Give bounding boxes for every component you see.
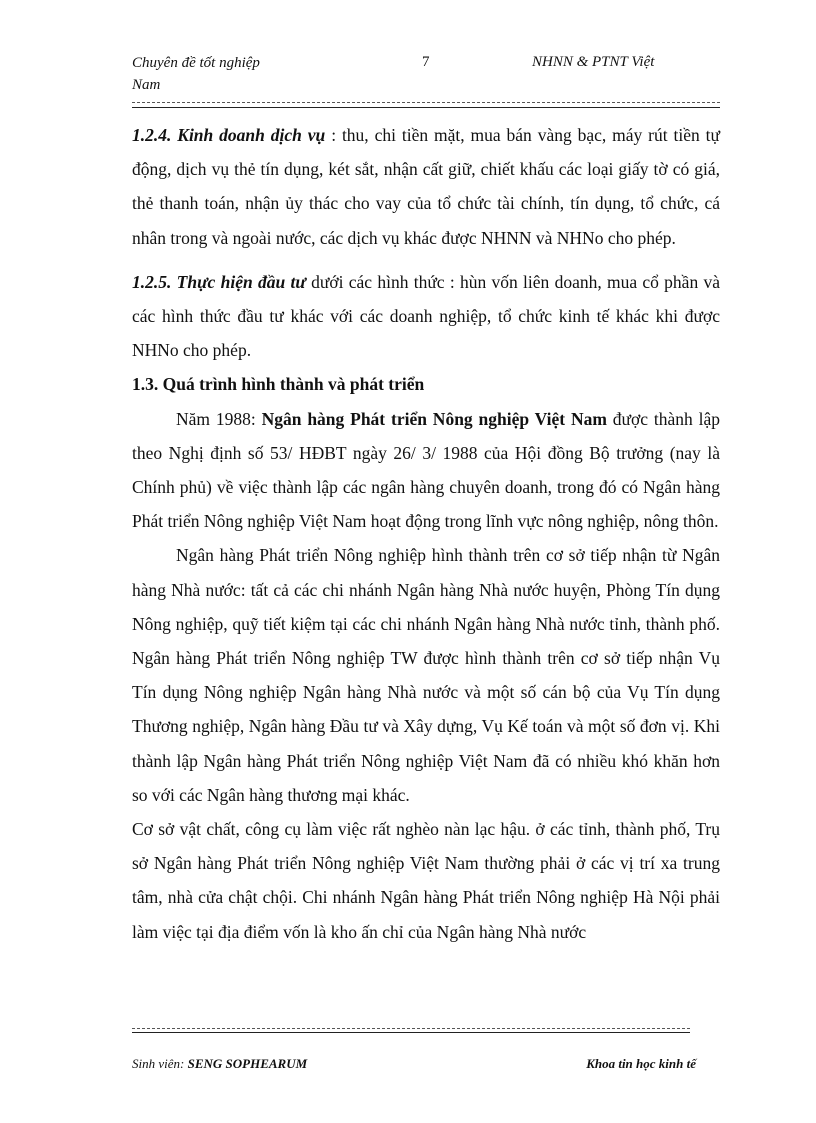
section-1-2-4-title: 1.2.4. Kinh doanh dịch vụ: [132, 125, 326, 145]
header-doc-title-line2: Nam: [132, 77, 161, 93]
document-body: [132, 118, 720, 949]
section-1-2-5-text: dưới các hình thức : hùn vốn liên doanh, mua cổ phần và các hình thức đầu tư khác với các doanh nghiệp, tổ chức kinh tế khác khi được NHNo cho phép.: [132, 271, 720, 361]
header-rule-dashed: [132, 102, 720, 103]
header-doc-title-line1: Chuyên đề tốt nghiệp: [132, 55, 260, 71]
header-bank-name: NHNN & PTNT Việt: [532, 54, 655, 70]
footer-faculty: Khoa tin học kinh tế: [586, 1056, 696, 1071]
footer-student-name: SENG SOPHEARUM: [187, 1056, 308, 1071]
section-1-2-4-text: : thu, chi tiền mặt, mua bán vàng bạc, máy rút tiền tự động, dịch vụ thẻ tín dụng, két sắt, nhận cất giữ, chiết khấu các loại giấy tờ có giá, thẻ thanh toán, nhận ủy thác cho vay của tổ chức tài chính, tín dụng, tổ chức, cá nhân trong và ngoài nước, các dịch vụ khác được NHNN và NHNo cho phép.: [132, 125, 721, 248]
page-number: 7: [422, 54, 430, 70]
paragraph-formation: Ngân hàng Phát triển Nông nghiệp hình thành trên cơ sở tiếp nhận từ Ngân hàng Nhà nước: tất cả các chi nhánh Ngân hàng Nhà nước huyện, Phòng Tín dụng Nông nghiệp, quỹ tiết kiệm tại các chi nhánh Ngân hàng Nhà nước tỉnh, thành phố. Ngân hàng Phát triển Nông nghiệp TW được hình thành trên cơ sở tiếp nhận Vụ Tín dụng Nông nghiệp Ngân hàng Nhà nước và một số cán bộ của Vụ Tín dụng Thương nghiệp, Ngân hàng Đầu tư và Xây dựng, Vụ Kế toán và một số đơn vị. Khi thành lập Ngân hàng Phát triển Nông nghiệp Việt Nam đã có nhiều khó khăn hơn so với các Ngân hàng thương mại khác.: [132, 545, 720, 805]
section-1-2-5: [132, 265, 720, 368]
paragraph-facilities: Cơ sở vật chất, công cụ làm việc rất nghèo nàn lạc hậu. ở các tỉnh, thành phố, Trụ sở Ngân hàng Phát triển Nông nghiệp Việt Nam thường phải ở các vị trí xa trung tâm, nhà cửa chật chội. Chi nhánh Ngân hàng Phát triển Nông nghiệp Hà Nội phải làm việc tại địa điểm vốn là kho ấn chỉ của Ngân hàng Nhà nước: [132, 819, 720, 942]
footer-student: [132, 1056, 307, 1072]
footer-rule-dashed: [132, 1028, 690, 1029]
footer-rule-solid: [132, 1032, 690, 1033]
section-1-2-4: [132, 118, 720, 255]
paragraph-1988-lead: Năm 1988:: [176, 408, 262, 429]
header-rule-solid: [132, 107, 720, 108]
section-1-2-5-title: 1.2.5. Thực hiện đầu tư: [132, 271, 306, 292]
paragraph-1988-text: được thành lập theo Nghị định số 53/ HĐBT ngày 26/ 3/ 1988 của Hội đồng Bộ trưởng (nay là Chính phủ) về việc thành lập các ngân hàng chuyên doanh, trong đó có Ngân hàng Phát triển Nông nghiệp Việt Nam hoạt động trong lĩnh vực nông nghiệp, nông thôn.: [132, 408, 720, 532]
footer-student-label: Sinh viên:: [132, 1056, 188, 1071]
paragraph-1988-bank-name: Ngân hàng Phát triển Nông nghiệp Việt Nam: [261, 408, 607, 429]
section-1-3-title: 1.3. Quá trình hình thành và phát triển: [132, 374, 425, 395]
paragraph-1988: [132, 402, 720, 539]
header-doc-title: [132, 52, 260, 96]
